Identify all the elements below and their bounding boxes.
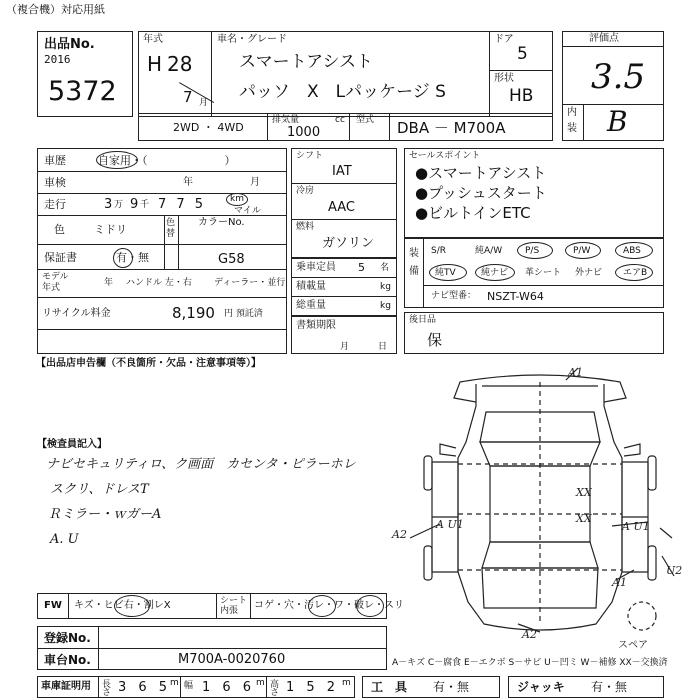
recycle-unit: 円 預託済 <box>224 309 263 319</box>
top-note: （複合機）対応用紙 <box>6 3 105 16</box>
later-delivery-label: 後日品 <box>409 315 437 325</box>
info-table <box>36 148 287 369</box>
ac-label: 冷房 <box>296 186 315 196</box>
capacity-table <box>291 258 397 316</box>
chassis-value: M700A-0020760 <box>178 652 286 667</box>
shape-value: HB <box>509 86 534 106</box>
mark-left: A2 <box>392 528 407 541</box>
jack-box <box>508 676 664 698</box>
middle-table <box>291 148 397 258</box>
color-label: 色 <box>54 223 65 236</box>
model-year-label-2: 年式 <box>42 283 61 293</box>
equip-ps: P/S <box>525 246 540 256</box>
sales-points-label: セールスポイント <box>409 151 481 161</box>
equipment-box <box>404 238 664 308</box>
equip-abs: ABS <box>623 246 641 256</box>
mark-right-door-2: XX <box>576 512 592 525</box>
inspector-note-2: スクリ、ドレスT <box>50 482 149 497</box>
color-code-label: カラーNo. <box>198 217 245 228</box>
doc-deadline-label: 書類期限 <box>296 320 336 331</box>
inspector-header: 【検査員記入】 <box>37 439 107 450</box>
color-change-label: 色替 <box>166 218 176 239</box>
sales-point-1: ●スマートアシスト <box>415 164 547 182</box>
year-value: 28 <box>167 52 193 76</box>
warranty-label: 保証書 <box>44 251 77 264</box>
mileage-man-unit: 万 <box>114 200 124 210</box>
weight-label: 総重量 <box>296 300 326 311</box>
car-diagram <box>390 362 692 652</box>
lot-label: 出品No. <box>44 37 95 52</box>
navi-model-value: NSZT-W64 <box>487 290 544 303</box>
doc-deadline-month: 月 <box>340 342 350 352</box>
registration-box <box>37 626 387 670</box>
tools-box <box>362 676 500 698</box>
interior-label-1: 内 <box>567 107 577 118</box>
jack-value: 有・無 <box>591 680 628 694</box>
equip-tv: 純TV <box>435 268 456 278</box>
later-delivery-box <box>404 312 664 354</box>
chassis-label: 車台No. <box>44 653 91 667</box>
score-box <box>562 31 664 141</box>
navi-model-label: ナビ型番： <box>431 291 477 301</box>
year-label: 年式 <box>143 34 163 45</box>
doc-deadline-day: 日 <box>378 342 388 352</box>
equip-leather: 革シート <box>525 268 562 278</box>
mileage-man: 3 <box>104 197 113 212</box>
mileage-unit-alt: マイル <box>234 206 261 216</box>
drive-text: 2WD ・ 4WD <box>173 121 244 134</box>
mark-bottom: A2 <box>522 628 537 641</box>
interior-value: B <box>607 105 628 138</box>
height-unit: m <box>342 678 351 688</box>
height-value: 1 5 2 <box>286 680 340 695</box>
year-era: H <box>147 52 163 76</box>
model-year-unit: 年 <box>104 278 114 288</box>
door-label: ドア <box>494 34 514 45</box>
displacement-value: 1000 <box>287 125 321 140</box>
equip-airbag: エアB <box>623 268 648 278</box>
shape-label: 形状 <box>494 73 514 84</box>
color-code: G58 <box>218 252 245 267</box>
sheet-label: シート内張 <box>220 596 248 616</box>
name-label: 車名・グレード <box>217 34 287 45</box>
inspection-label: 車検 <box>44 176 66 189</box>
recycle-value: 8,190 <box>172 304 215 322</box>
fw-label: FW <box>44 600 62 611</box>
dimensions-label: 車庫証明用 <box>41 681 91 692</box>
equipment-label-2: 備 <box>409 266 419 277</box>
sheet-items: コゲ・穴・汚レ・ワ・破レ・スリ <box>254 600 404 611</box>
score-label: 評価点 <box>589 33 619 44</box>
weight-unit: kg <box>380 301 391 311</box>
history-value: 自家用・（ ） <box>98 154 236 167</box>
interior-label-2: 装 <box>567 123 577 134</box>
fuel-label: 燃料 <box>296 222 315 232</box>
jack-label: ジャッキ <box>517 680 565 694</box>
capacity-unit: 名 <box>380 263 390 273</box>
spec-row <box>138 113 553 141</box>
capacity-value: 5 <box>358 261 365 274</box>
legend: A－キズ C－腐食 E－エクボ S－サビ U－凹ミ W－補修 XX－交換済 <box>392 658 668 668</box>
recycle-label: リサイクル料金 <box>42 308 111 319</box>
lot-number: 5372 <box>48 76 117 107</box>
doc-deadline-box <box>291 316 397 354</box>
ac-value: AAC <box>328 200 355 215</box>
tools-label: 工 具 <box>371 680 408 694</box>
inspector-note-1: ナビセキュリティロ、ク画面 カセンタ・ピラーホレ <box>46 457 356 472</box>
length-label: 長さ <box>102 680 112 698</box>
score-value: 3.5 <box>591 57 646 97</box>
width-unit: m <box>256 678 265 688</box>
width-label: 幅 <box>184 681 194 691</box>
mark-left-door: A U1 <box>436 518 464 531</box>
dimensions-box <box>37 676 355 698</box>
tools-value: 有・無 <box>433 680 470 694</box>
mark-right-rear: A1 <box>612 576 627 589</box>
model-value: DBA － M700A <box>397 119 506 137</box>
later-delivery-value: 保 <box>427 331 443 349</box>
inspector-note-4: A. U <box>50 532 79 547</box>
inspector-note-3: Ｒミラー・ｗガーA <box>48 507 162 522</box>
mileage-label: 走行 <box>44 198 66 211</box>
equip-aw: 純A/W <box>475 246 503 256</box>
dealer-options: ディーラー・並行 <box>214 278 286 288</box>
sales-point-2: ●プッシュスタート <box>415 184 547 202</box>
equip-pw: P/W <box>573 246 591 256</box>
mileage-sen: 9 <box>130 197 139 212</box>
sales-point-3: ●ビルトインETC <box>415 204 531 222</box>
lot-year: 2016 <box>44 53 71 66</box>
inspection-year-unit: 年 <box>183 177 193 188</box>
sales-points-box <box>404 148 664 238</box>
fuel-value: ガソリン <box>322 236 375 251</box>
spare-tire <box>628 602 656 630</box>
mark-far-right: U2 <box>666 564 683 577</box>
length-unit: m <box>170 678 179 688</box>
warranty-value: 有・無 <box>116 251 149 264</box>
handle-options: ハンドル 左・右 <box>126 278 192 288</box>
color-value: ミドリ <box>94 223 127 236</box>
mileage-unit: km <box>230 194 244 204</box>
inspection-month-unit: 月 <box>250 177 260 188</box>
width-value: 1 6 6 <box>202 680 256 695</box>
equip-sr: S/R <box>431 246 446 256</box>
history-label: 車歴 <box>44 154 66 167</box>
height-label: 高さ <box>270 680 280 698</box>
mark-right-panel: A U1 <box>622 520 650 533</box>
equipment-label-1: 装 <box>409 248 419 259</box>
load-label: 積載量 <box>296 281 326 292</box>
displacement-label: 排気量 <box>272 115 300 125</box>
equip-ext-navi: 外ナビ <box>575 268 603 278</box>
displacement-unit: cc <box>335 115 345 125</box>
shift-value: IAT <box>332 164 352 179</box>
length-value: 3 6 5 <box>118 680 172 695</box>
mileage-rest: 7 7 5 <box>158 197 207 212</box>
mileage-sen-unit: 千 <box>140 200 150 210</box>
mark-top: A1 <box>568 366 583 379</box>
lot-box <box>37 31 133 117</box>
door-value: 5 <box>517 44 528 64</box>
mark-right-door-1: XX <box>576 486 592 499</box>
equip-navi: 純ナビ <box>481 268 509 278</box>
notes-header: 【出品店申告欄（不良箇所・欠品・注意事項等）】 <box>36 358 261 369</box>
load-unit: kg <box>380 282 391 292</box>
capacity-label: 乗車定員 <box>296 262 336 273</box>
spare-label: スペア <box>618 640 648 651</box>
model-year-label-1: モデル <box>42 272 69 282</box>
year-month-unit: 月 <box>199 98 209 108</box>
shift-label: シフト <box>296 151 324 161</box>
header-box <box>138 31 553 117</box>
year-month: 7 <box>183 88 193 106</box>
model-label: 型式 <box>356 115 375 125</box>
registration-label: 登録No. <box>44 631 91 645</box>
fw-row <box>37 593 404 619</box>
name-line2: パッソ X Lパッケージ S <box>239 82 446 102</box>
name-line1: スマートアシスト <box>239 52 373 72</box>
fw-items: キズ・ヒビ右・割レX <box>74 600 171 611</box>
